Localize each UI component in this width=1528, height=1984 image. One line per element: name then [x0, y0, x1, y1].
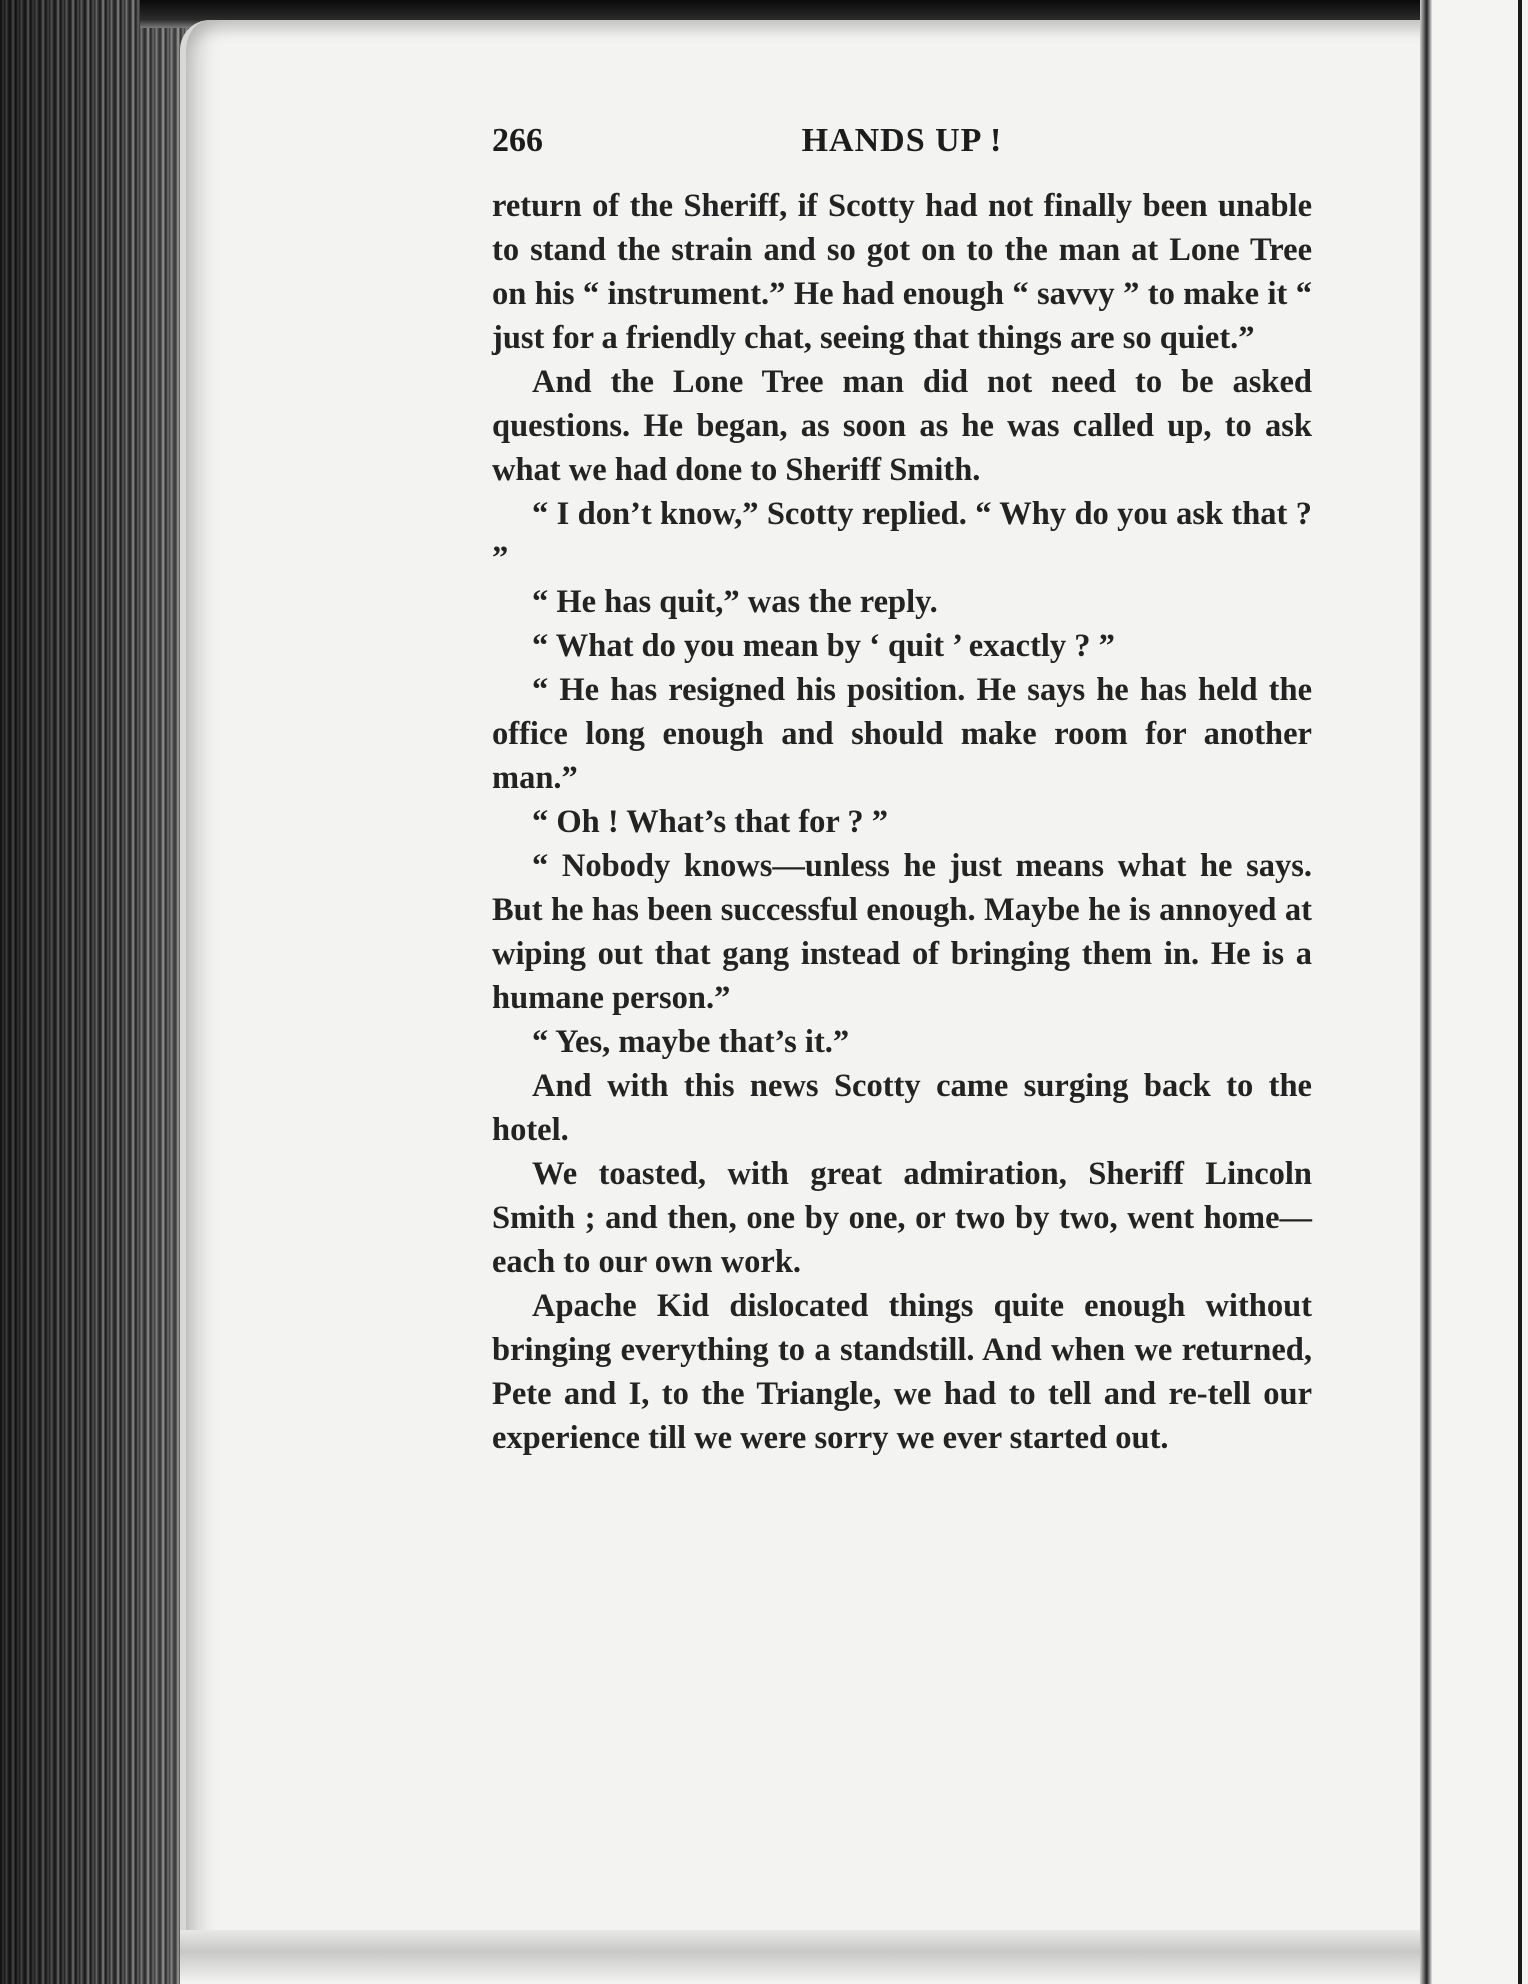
running-head [492, 122, 1312, 170]
facing-page-edge-line [1518, 0, 1522, 1984]
paragraph: “ Yes, maybe that’s it.” [532, 1024, 850, 1060]
facing-page-sliver [1432, 0, 1528, 1984]
page-number: 266 [492, 122, 543, 159]
paragraph: return of the Sheriff, if Scotty had not finally been unable to stand the strain and so got on to the man at Lone Tree on his “ instrument.” He had enough “ savvy ” to make it “ just for a friendly chat, seeing that things are so quiet.” [492, 188, 1312, 356]
paragraph: We toasted, with great admiration, Sheriff Lincoln Smith ; and then, one by one, or two by two, went home—each to our own work. [492, 1156, 1312, 1280]
book-gutter [1420, 0, 1432, 1984]
paragraph: “ He has quit,” was the reply. [532, 584, 938, 620]
paragraph: “ Nobody knows—unless he just means what he says. But he has been successful enough. Maybe he is annoyed at wiping out that gang instead of bringing them in. He is a humane person.” [492, 848, 1312, 1016]
book-title: HANDS UP ! [801, 122, 1003, 159]
body-text [492, 184, 1312, 1460]
paragraph: “ I don’t know,” Scotty replied. “ Why do you ask that ? ” [492, 496, 1312, 576]
paragraph: “ What do you mean by ‘ quit ’ exactly ? ” [532, 628, 1115, 664]
fore-edge-shadow [0, 0, 200, 1984]
paragraph: “ He has resigned his position. He says he has held the office long enough and should make room for another man.” [492, 672, 1312, 796]
page-bottom-edge [180, 1930, 1448, 1984]
paragraph: And with this news Scotty came surging back to the hotel. [492, 1068, 1312, 1148]
paragraph: And the Lone Tree man did not need to be asked questions. He began, as soon as he was called up, to ask what we had done to Sheriff Smith. [492, 364, 1312, 488]
paragraph: “ Oh ! What’s that for ? ” [532, 804, 889, 840]
paragraph: Apache Kid dislocated things quite enough without bringing everything to a standstill. And when we returned, Pete and I, to the Triangle, we had to tell and re-tell our experience till we were sorry we ever started out. [492, 1288, 1312, 1456]
